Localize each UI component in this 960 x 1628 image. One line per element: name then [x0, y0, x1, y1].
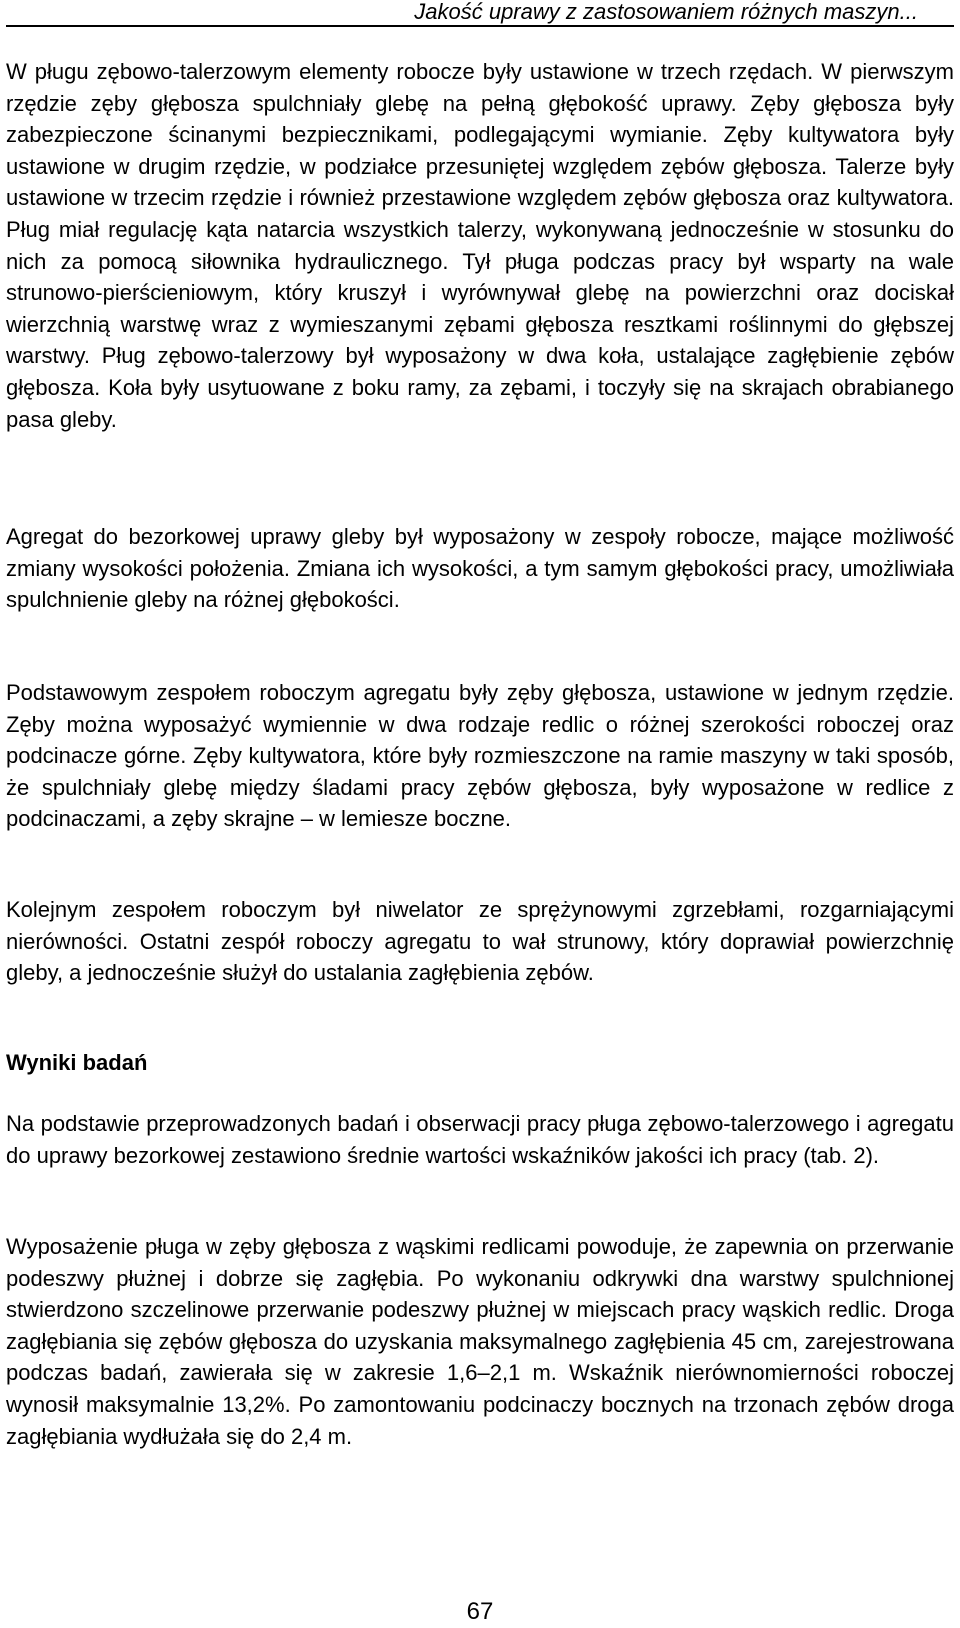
section-heading-results: Wyniki badań	[6, 1050, 148, 1075]
paragraph-results-intro: Na podstawie przeprowadzonych badań i obserwacji pracy pługa zębowo-talerzowego i agregatu do uprawy bezorkowej zestawiono średnie wartości wskaźników jakości ich pracy (tab. 2).	[6, 1111, 954, 1168]
paragraph-aggregate-main-unit: Podstawowym zespołem roboczym agregatu były zęby głębosza, ustawione w jednym rzędzie. Zęby można wyposażyć wymiennie w dwa rodzaje redlic o różnej szerokości roboczej oraz podcinacze górne. Zęby kultywatora, które były rozmieszczone na ramie maszyny w taki sposób, że spulchniały glebę między śladami pracy zębów głębosza, były wyposażone w redlice z podcinaczami, a zęby skrajne – w lemiesze boczne.	[6, 680, 954, 832]
page-number: 67	[466, 1598, 494, 1625]
paragraph-results-plough: Wyposażenie pługa w zęby głębosza z wąskimi redlicami powoduje, że zapewnia on przerwanie podeszwy płużnej i dobrze się zagłębia. Po wykonaniu odkrywki dna warstwy spulchnionej stwierdzono szczelinowe przerwanie podeszwy płużnej w miejscach pracy wąskich redlic. Droga zagłębiania się zębów głębosza do uzyskania maksymalnego zagłębienia 45 cm, zarejestrowana podczas badań, zawierała się w zakresie 1,6–2,1 m. Wskaźnik nierównomierności roboczej wynosił maksymalnie 13,2%. Po zamontowaniu podcinaczy bocznych na trzonach zębów droga zagłębiania wydłużała się do 2,4 m.	[6, 1234, 954, 1449]
paragraph-aggregate-intro: Agregat do bezorkowej uprawy gleby był wyposażony w zespoły robocze, mające możliwość zmiany wysokości położenia. Zmiana ich wysokości, a tym samym głębokości pracy, umożliwiała spulchnienie gleby na różnej głębokości.	[6, 524, 954, 613]
paragraph-plough-description: W pługu zębowo-talerzowym elementy robocze były ustawione w trzech rzędach. W pierwszym rzędzie zęby głębosza spulchniały glebę na pełną głębokość uprawy. Zęby głębosza były zabezpieczone ścinanymi bezpiecznikami, podlegającymi wymianie. Zęby kultywatora były ustawione w drugim rzędzie, w podziałce przesuniętej względem zębów głębosza. Talerze były ustawione w trzecim rzędzie i również przestawione względem zębów głębosza oraz kultywatora. Pług miał regulację kąta natarcia wszystkich talerzy, wykonywaną jednocześnie w stosunku do nich za pomocą siłownika hydraulicznego. Tył pługa podczas pracy był wsparty na wale strunowo-pierścieniowym, który kruszył i wyrównywał glebę na powierzchni oraz dociskał wierzchnią warstwę wraz z wymieszanymi zębami głębosza resztkami roślinnymi do głębszej warstwy. Pług zębowo-talerzowy był wyposażony w dwa koła, ustalające zagłębienie zębów głębosza. Koła były usytuowane z boku ramy, za zębami, i toczyły się na skrajach obrabianego pasa gleby.	[6, 59, 954, 432]
running-header: Jakość uprawy z zastosowaniem różnych maszyn...	[6, 0, 954, 27]
paragraph-aggregate-leveler: Kolejnym zespołem roboczym był niwelator ze sprężynowymi zgrzebłami, rozgarniającymi nierówności. Ostatni zespół roboczy agregatu to wał strunowy, który doprawiał powierzchnię gleby, a jednocześnie służył do ustalania zagłębienia zębów.	[6, 897, 954, 986]
